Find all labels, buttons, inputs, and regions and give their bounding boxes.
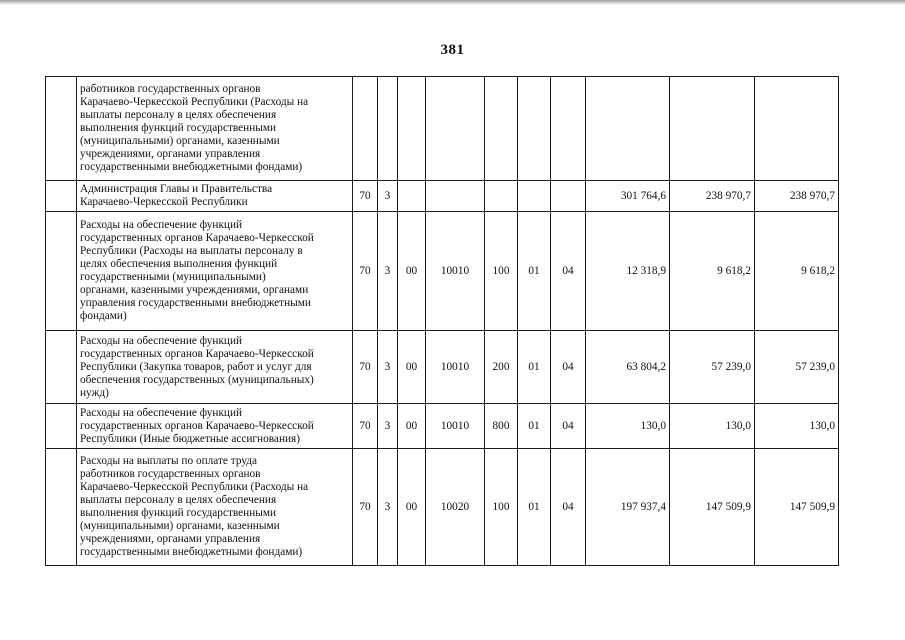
description-line: обеспечения государственных (муниципальных) (80, 373, 314, 386)
row-number-cell (46, 404, 77, 449)
amount-cell: 63 804,2 (586, 331, 670, 404)
code-cell: 04 (551, 212, 586, 331)
code-cell: 01 (518, 404, 551, 449)
table-row (46, 331, 839, 404)
code-cell (398, 77, 426, 181)
description-cell (77, 449, 353, 566)
code-cell: 10020 (426, 449, 485, 566)
code-cell: 01 (518, 212, 551, 331)
description-cell (77, 77, 353, 181)
code-cell: 70 (353, 181, 378, 212)
description-line: работников государственных органов (80, 468, 261, 480)
description-line: Республики (Расходы на выплаты персоналу в (80, 245, 303, 257)
code-cell: 3 (378, 212, 398, 331)
page-number: 381 (440, 42, 465, 58)
code-cell: 70 (353, 449, 378, 566)
amount-cell (670, 77, 755, 181)
table-row (46, 181, 839, 212)
code-cell (378, 77, 398, 181)
amount-cell: 57 239,0 (670, 331, 755, 404)
description-line: государственными внебюджетными фондами) (80, 161, 303, 173)
scan-top-edge (0, 0, 905, 5)
amount-cell: 130,0 (755, 404, 839, 449)
description-line: работников государственных органов (80, 83, 261, 95)
row-number-cell (46, 331, 77, 404)
description-line: Расходы на выплаты по оплате труда (80, 455, 258, 467)
description-line: Расходы на обеспечение функций (80, 219, 243, 231)
table-row (46, 404, 839, 449)
code-cell (518, 181, 551, 212)
description-cell (77, 404, 353, 449)
code-cell (353, 77, 378, 181)
code-cell: 10010 (426, 404, 485, 449)
amount-cell: 147 509,9 (755, 449, 839, 566)
code-cell: 100 (485, 212, 518, 331)
amount-cell: 130,0 (586, 404, 670, 449)
description-line: государственными (муниципальными) (80, 271, 266, 283)
description-line: (муниципальными) органами, казенными (80, 135, 280, 147)
description-cell (77, 181, 353, 212)
description-line: учреждениями, органами управления (80, 533, 261, 545)
code-cell: 3 (378, 331, 398, 404)
description-line: фондами) (80, 310, 127, 322)
description-line: выплаты персоналу в целях обеспечения (80, 109, 277, 121)
description-line: государственными внебюджетными фондами) (80, 546, 303, 558)
code-cell: 10010 (426, 212, 485, 331)
code-cell: 70 (353, 212, 378, 331)
row-number-cell (46, 181, 77, 212)
description-line: Расходы на обеспечение функций (80, 334, 243, 347)
code-cell: 00 (398, 449, 426, 566)
description-line: государственных органов Карачаево-Черкесской (80, 347, 314, 360)
description-line: Расходы на обеспечение функций (80, 406, 243, 419)
amount-cell: 9 618,2 (755, 212, 839, 331)
row-number-cell (46, 77, 77, 181)
description-line: Карачаево-Черкесской Республики (Расходы на (80, 481, 309, 493)
code-cell: 04 (551, 404, 586, 449)
code-cell: 00 (398, 404, 426, 449)
description-line: Республики (Закупка товаров, работ и услуг для (80, 360, 312, 373)
description-line: управления государственными внебюджетными (80, 297, 311, 309)
code-cell: 01 (518, 449, 551, 566)
code-cell: 70 (353, 331, 378, 404)
code-cell: 800 (485, 404, 518, 449)
description-line: государственных органов Карачаево-Черкесской (80, 419, 314, 432)
code-cell: 3 (378, 404, 398, 449)
description-line: выполнения функций государственными (80, 122, 277, 134)
description-line: Карачаево-Черкесской Республики (Расходы на (80, 96, 309, 108)
description-line: государственных органов Карачаево-Черкесской (80, 232, 314, 244)
code-cell (551, 77, 586, 181)
description-line: целях обеспечения выполнения функций (80, 258, 278, 270)
code-cell: 04 (551, 331, 586, 404)
row-number-cell (46, 212, 77, 331)
description-line: нужд) (80, 386, 109, 399)
code-cell: 04 (551, 449, 586, 566)
amount-cell: 12 318,9 (586, 212, 670, 331)
description-line: выплаты персоналу в целях обеспечения (80, 494, 277, 506)
code-cell: 01 (518, 331, 551, 404)
description-line: учреждениями, органами управления (80, 148, 261, 160)
amount-cell: 238 970,7 (755, 181, 839, 212)
code-cell (551, 181, 586, 212)
amount-cell (586, 77, 670, 181)
amount-cell: 301 764,6 (586, 181, 670, 212)
code-cell: 3 (378, 181, 398, 212)
description-line: Карачаево-Черкесской Республики (80, 196, 248, 208)
amount-cell: 9 618,2 (670, 212, 755, 331)
code-cell (485, 181, 518, 212)
table-row (46, 449, 839, 566)
amount-cell: 147 509,9 (670, 449, 755, 566)
description-cell (77, 331, 353, 404)
description-line: (муниципальными) органами, казенными (80, 520, 280, 532)
description-cell (77, 212, 353, 331)
code-cell: 00 (398, 212, 426, 331)
code-cell (426, 181, 485, 212)
description-line: Администрация Главы и Правительства (80, 183, 273, 195)
amount-cell: 197 937,4 (586, 449, 670, 566)
code-cell (398, 181, 426, 212)
budget-table (45, 76, 839, 566)
code-cell: 00 (398, 331, 426, 404)
amount-cell: 130,0 (670, 404, 755, 449)
code-cell: 200 (485, 331, 518, 404)
code-cell: 70 (353, 404, 378, 449)
description-line: органами, казенными учреждениями, органами (80, 284, 309, 296)
amount-cell: 57 239,0 (755, 331, 839, 404)
table-row (46, 77, 839, 181)
code-cell (426, 77, 485, 181)
code-cell: 100 (485, 449, 518, 566)
code-cell: 10010 (426, 331, 485, 404)
description-line: Республики (Иные бюджетные ассигнования) (80, 432, 300, 445)
code-cell (485, 77, 518, 181)
code-cell (518, 77, 551, 181)
row-number-cell (46, 449, 77, 566)
amount-cell: 238 970,7 (670, 181, 755, 212)
amount-cell (755, 77, 839, 181)
code-cell: 3 (378, 449, 398, 566)
description-line: выполнения функций государственными (80, 507, 277, 519)
table-row (46, 212, 839, 331)
